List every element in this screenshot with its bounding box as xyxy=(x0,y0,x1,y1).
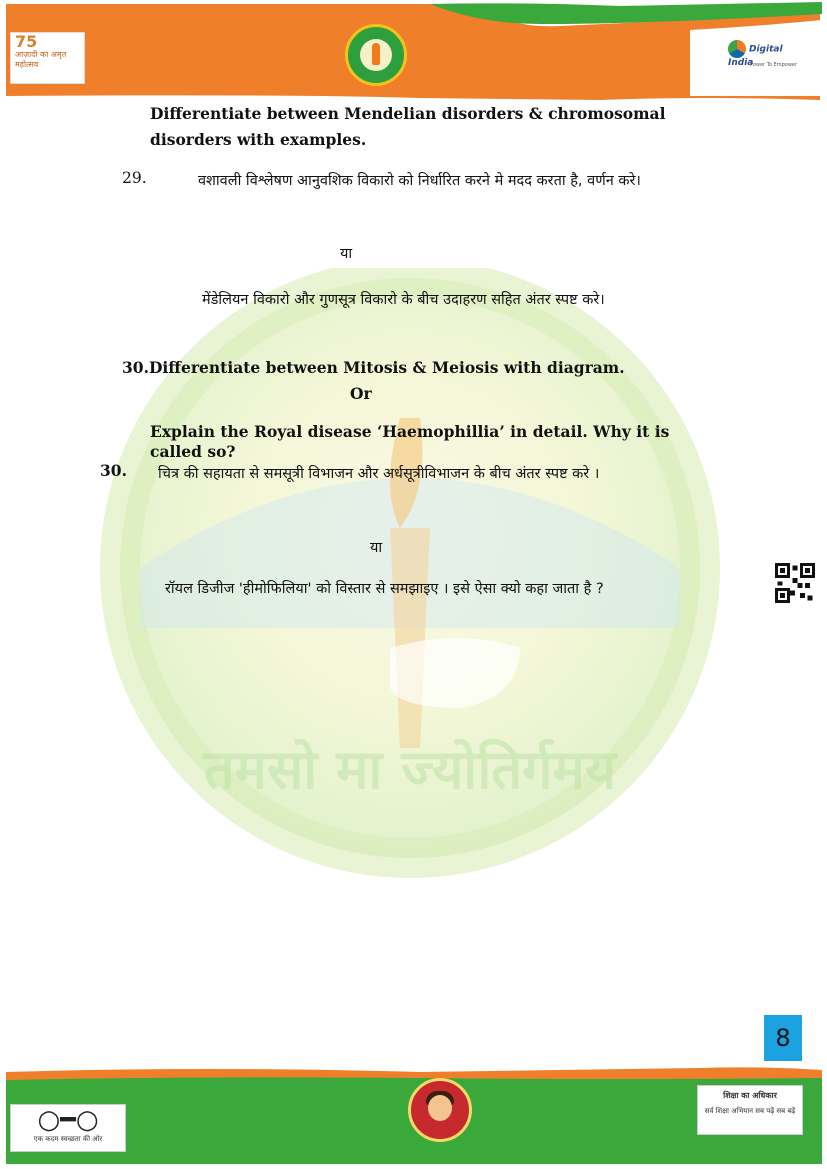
page-number: 8 xyxy=(764,1015,802,1061)
q30-hindi-or-word: या xyxy=(370,540,383,556)
digital-india-logo: Digital India Power To Empower xyxy=(728,40,808,68)
q28-english-or: Differentiate between Mendelian disorders & chromosomal disorders with examples. xyxy=(150,104,666,149)
q30-hindi-number: 30. xyxy=(100,461,127,480)
q29-number: 29. xyxy=(122,169,147,187)
digital-india-icon xyxy=(728,40,746,58)
beti-bachao-beti-padhao-logo xyxy=(408,1078,472,1142)
q29-hindi: वशावली विश्लेषण आनुवशिक विकारो को निर्धारित करने मे मदद करता है, वर्णन करे। xyxy=(198,173,641,189)
qr-code-icon[interactable] xyxy=(775,563,815,603)
shiksha-ka-adhikar-logo: शिक्षा का अधिकार सर्व शिक्षा अभियान सब पढ़ें सब बढ़ें xyxy=(697,1085,803,1135)
q30-or: Or xyxy=(350,384,372,403)
q30-hindi-or: रॉयल डिजीज 'हीमोफिलिया' को विस्तार से समझाइए । इसे ऐसा क्यो कहा जाता है ? xyxy=(165,581,604,597)
swachh-bharat-logo: ○━○ एक कदम स्वच्छता की ओर xyxy=(10,1104,126,1152)
glasses-icon: ○━○ xyxy=(37,1105,99,1135)
q29-hindi-or: मेंडेलियन विकारो और गुणसूत्र विकारो के बीच उदाहरण सहित अंतर स्पष्ट करे। xyxy=(202,292,605,308)
haryana-school-board-emblem-icon xyxy=(345,24,407,86)
q29-or: या xyxy=(340,246,353,262)
watermark-text: तमसो मा ज्योतिर्गमय xyxy=(203,738,617,801)
q30-english: 30.Differentiate between Mitosis & Meiosis with diagram. xyxy=(122,358,625,377)
girl-face-icon xyxy=(428,1095,452,1121)
q30-english-or: Explain the Royal disease ‘Haemophillia’ in detail. Why it is called so? xyxy=(150,422,670,461)
azadi-ka-amrit-mahotsav-logo: 75 आज़ादी का अमृत महोत्सव xyxy=(10,32,85,84)
header-band xyxy=(0,0,827,110)
q30-hindi: चित्र की सहायता से समसूत्री विभाजन और अर्धसूत्रीविभाजन के बीच अंतर स्पष्ट करे । xyxy=(158,466,600,482)
